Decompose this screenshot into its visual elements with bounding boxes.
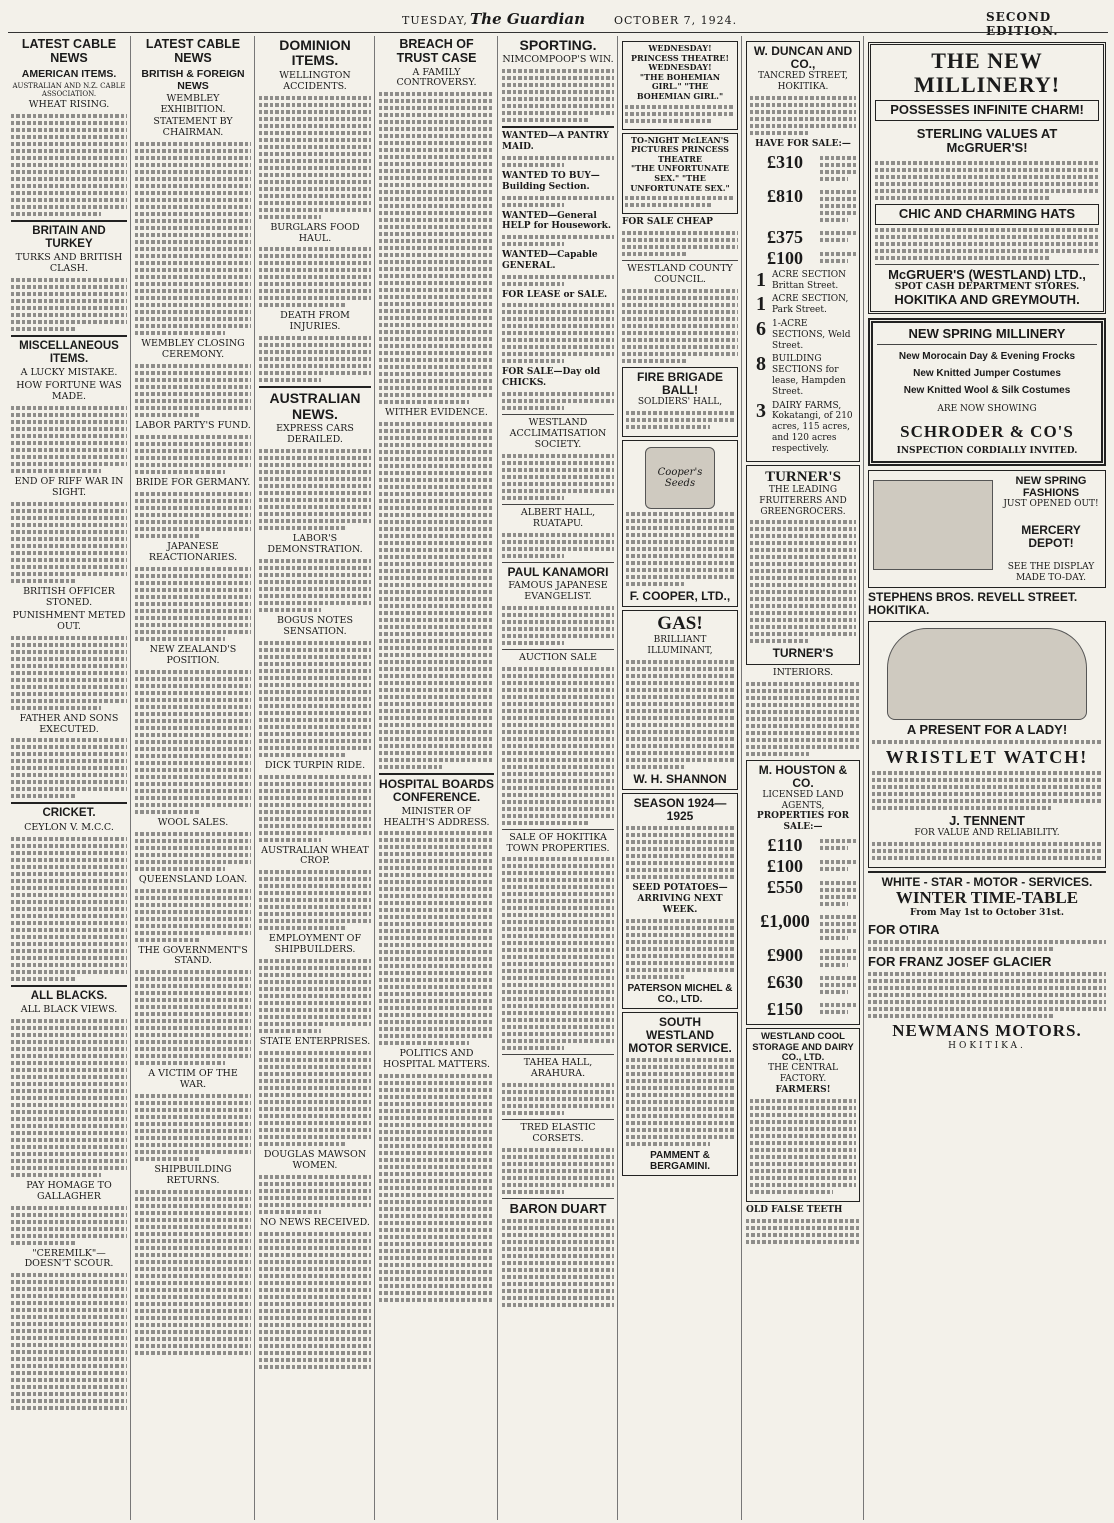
col2-story-head: WEMBLEY CLOSING CEREMONY.: [141, 338, 245, 361]
ad-title: TURNER'S: [772, 646, 834, 661]
masthead-rule: [8, 32, 1108, 33]
seed-packet-illustration: [645, 447, 715, 509]
col1-story-head: ALL BLACK VIEWS.: [20, 1003, 118, 1015]
price: £100: [767, 247, 803, 268]
classified-ad: FOR SALE—Day old CHICKS.: [502, 367, 601, 389]
ad-sub: SOLDIERS' HALL,: [637, 397, 723, 408]
count: 8: [756, 353, 766, 376]
col2-story-head: SHIPBUILDING RETURNS.: [154, 1164, 232, 1187]
col3-heading2: AUSTRALIAN NEWS.: [269, 390, 361, 422]
ad-sub: WRISTLET WATCH!: [885, 747, 1089, 768]
classified-ad: WESTLAND COUNTY COUNCIL.: [627, 262, 733, 285]
ad-mclean-pictures: [622, 133, 738, 215]
listing: 1-ACRE SECTIONS, Weld Street.: [772, 318, 851, 351]
column-rule: [617, 36, 618, 1520]
ad-sub: HOKITIKA AND GREYMOUTH.: [894, 291, 1080, 307]
col2-story-head: BRIDE FOR GERMANY.: [135, 477, 251, 489]
ad-newmans: NEWMANS MOTORS.: [892, 1021, 1082, 1041]
ad-line: New Knitted Wool & Silk Costumes: [903, 385, 1071, 397]
ad-line: New Knitted Jumper Costumes: [913, 368, 1061, 380]
col1-sub-allblacks: ALL BLACKS.: [30, 989, 108, 1002]
classified-ad: INTERIORS.: [772, 666, 834, 678]
ad-westland-cool-storage: [746, 1028, 860, 1202]
classified-ad: FOR SALE CHEAP: [622, 217, 713, 228]
column-1: [8, 38, 130, 1518]
col1-story-head: WHEAT RISING.: [28, 98, 110, 110]
col2-story-head: WOOL SALES.: [157, 816, 229, 828]
ad-m-houston: [746, 760, 860, 1026]
masthead-date: OCTOBER 7, 1924.: [614, 14, 738, 27]
col2-story-head: THE GOVERNMENT'S STAND.: [138, 944, 248, 967]
ad-title: PAMMENT & BERGAMINI.: [650, 1150, 710, 1173]
column-rule: [254, 36, 255, 1520]
col1-story-head: TURKS AND BRITISH CLASH.: [15, 252, 123, 274]
col3-story-head: EXPRESS CARS DERAILED.: [276, 423, 354, 446]
col1-sub-american: AMERICAN ITEMS.: [21, 67, 117, 80]
col2-heading: LATEST CABLE NEWS: [145, 38, 241, 65]
col2-story-head: JAPANESE REACTIONARIES.: [148, 541, 238, 563]
col1-story-head: HOW FORTUNE WAS MADE.: [16, 380, 122, 403]
ad-coopers-seeds: [622, 440, 738, 607]
seeds-label: Cooper's Seeds: [657, 466, 703, 489]
ad-fire-brigade-ball: [622, 367, 738, 437]
count: 1: [756, 268, 766, 291]
ad-sub: TANCRED STREET, HOKITIKA.: [758, 71, 848, 93]
ad-title: GAS!: [657, 613, 703, 635]
listing: ACRE SECTION Brittan Street.: [772, 269, 847, 291]
col3-story-head: BOGUS NOTES SENSATION.: [277, 614, 353, 637]
ad-line: New Morocain Day & Evening Frocks: [898, 351, 1076, 363]
ad-sub: JUST OPENED OUT!: [1003, 498, 1099, 509]
ad-gas: [622, 610, 738, 790]
listing: DAIRY FARMS, Kokatangi, of 210 acres, 115 acres, and 120 acres respectively.: [772, 400, 853, 454]
ad-title: McGRUER'S (WESTLAND) LTD.,: [888, 266, 1086, 282]
col1-sub-turkey: BRITAIN AND TURKEY: [32, 224, 106, 250]
ad-kanamori-title: PAUL KANAMORI: [507, 564, 609, 579]
ad-sub: FOR VALUE AND RELIABILITY.: [914, 828, 1060, 839]
ad-kanamori-sub: FAMOUS JAPANESE EVANGELIST.: [508, 579, 608, 602]
ad-title: TURNER'S: [765, 468, 841, 485]
ad-banner: TO-NIGHT McLEAN'S PICTURES PRINCESS THEATRE: [631, 134, 729, 164]
col4-heading2: HOSPITAL BOARDS CONFERENCE.: [379, 777, 494, 805]
masthead-edition: SECOND EDITION.: [986, 10, 1059, 38]
ad-baron-duart-title: BARON DUART: [509, 1201, 607, 1217]
col3-story-head: LABOR'S DEMONSTRATION.: [267, 532, 363, 555]
ad-foot: INSPECTION CORDIALLY INVITED.: [896, 445, 1078, 456]
col1-story-head: PUNISHMENT METED OUT.: [12, 609, 126, 632]
classified-ad: WANTED—Capable GENERAL.: [502, 250, 598, 271]
ad-banner-title: "THE UNFORTUNATE SEX." "THE UNFORTUNATE SEX.": [630, 163, 730, 193]
col2-story-head: A VICTIM OF THE WAR.: [148, 1068, 238, 1091]
col3-story-head: WELLINGTON ACCIDENTS.: [279, 69, 351, 92]
col4-story-head: POLITICS AND HOSPITAL MATTERS.: [383, 1048, 490, 1071]
ad-banner: [875, 100, 1099, 120]
column-rule: [863, 36, 864, 1520]
ad-shop: SCHRODER & CO'S: [900, 422, 1074, 442]
ad-sub: BRILLIANT ILLUMINANT,: [647, 635, 713, 656]
ad-turners: [746, 465, 860, 665]
classified-ad: TRED ELASTIC CORSETS.: [520, 1122, 596, 1145]
col5-heading: SPORTING.: [519, 38, 597, 53]
col1-story-head: "CEREMILK"—DOESN'T SCOUR.: [24, 1247, 114, 1270]
ad-route: FOR FRANZ JOSEF GLACIER: [868, 954, 1052, 970]
listing: ACRE SECTION, Park Street.: [772, 294, 849, 316]
col1-agency: AUSTRALIAN AND N.Z. CABLE ASSOCIATION.: [12, 81, 126, 98]
ad-sub: THE CENTRAL FACTORY.: [768, 1063, 838, 1085]
classified-ad: WESTLAND ACCLIMATISATION SOCIETY.: [509, 417, 607, 450]
ad-south-westland-motor: [622, 1012, 738, 1177]
ad-title: SEASON 1924—1925: [633, 795, 727, 823]
classified-ad: FOR LEASE or SALE.: [502, 289, 608, 300]
classified-ad: TAHEA HALL, ARAHURA.: [523, 1057, 593, 1080]
ad-shop: MERCERY DEPOT!: [1021, 522, 1081, 550]
masthead-day: TUESDAY,: [402, 14, 468, 27]
ad-princess-theatre: [622, 41, 738, 130]
col4-story-head: MINISTER OF HEALTH'S ADDRESS.: [383, 805, 490, 828]
ad-sub: PROPERTIES FOR SALE:—: [756, 811, 850, 833]
masthead-title: The Guardian: [470, 10, 585, 28]
ad-banner: WEDNESDAY! PRINCESS THEATRE! WEDNESDAY!: [631, 43, 729, 73]
col1-story-head: BRITISH OFFICER STONED.: [23, 585, 115, 608]
column-rule: [741, 36, 742, 1520]
shopfront-illustration: [873, 480, 993, 570]
column-2: [132, 38, 254, 1518]
ad-title: WESTLAND COOL STORAGE AND DAIRY CO., LTD.: [752, 1031, 854, 1063]
ad-sub: POSSESSES INFINITE CHARM!: [890, 102, 1084, 118]
ad-white-star-sub: WINTER TIME-TABLE: [895, 888, 1079, 908]
column-7: [743, 38, 863, 1518]
col3-story-head: NO NEWS RECEIVED.: [260, 1217, 370, 1228]
col2-story-head: QUEENSLAND LOAN.: [138, 873, 248, 885]
classified-ad: WANTED—A PANTRY MAID.: [502, 131, 609, 153]
lady-illustration: [887, 628, 1087, 720]
col3-story-head: EMPLOYMENT OF SHIPBUILDERS.: [268, 933, 362, 956]
ad-shop: J. TENNENT: [949, 813, 1025, 828]
price: £100: [767, 856, 803, 877]
classified-ad: WANTED—General HELP for Housework.: [502, 210, 612, 232]
classified-ad: WANTED TO BUY—Building Section.: [502, 170, 600, 192]
ad-wristlet-watch: [868, 621, 1106, 868]
ad-route: FOR OTIRA: [868, 921, 940, 937]
classified-ad: AUCTION SALE: [519, 651, 597, 663]
count: 3: [756, 399, 766, 422]
col1-sub-cricket: CRICKET.: [42, 807, 96, 820]
column-3: [256, 38, 374, 1518]
ad-banner-title: "THE BOHEMIAN GIRL." "THE BOHEMIAN GIRL.": [636, 71, 724, 101]
classified-ad: OLD FALSE TEETH: [746, 1204, 843, 1215]
col3-story-head: AUSTRALIAN WHEAT CROP.: [261, 844, 369, 867]
price: £900: [767, 945, 803, 966]
ad-stephens-bros: [868, 470, 1106, 588]
col2-story-head: NEW ZEALAND'S POSITION.: [149, 643, 237, 666]
ad-title: F. COOPER, LTD.,: [629, 588, 731, 603]
col1-para: [11, 114, 127, 216]
price: £810: [767, 185, 803, 206]
price: £630: [767, 972, 803, 993]
ad-w-duncan: [746, 41, 860, 462]
ad-banner: [875, 204, 1099, 224]
count: 6: [756, 317, 766, 340]
ad-title: A PRESENT FOR A LADY!: [906, 721, 1068, 737]
price: £375: [767, 226, 803, 247]
ad-sub: SEED POTATOES—ARRIVING NEXT WEEK.: [632, 883, 728, 915]
ad-sub: HAVE FOR SALE:—: [755, 138, 851, 149]
col2-story-head: LABOR PARTY'S FUND.: [135, 420, 251, 432]
column-6: [619, 38, 741, 1518]
ad-title: M. HOUSTON & CO.: [758, 762, 848, 790]
ad-sub: THE LEADING FRUITERERS AND GREENGROCERS.: [759, 485, 847, 517]
column-rule: [497, 36, 498, 1520]
price: £550: [767, 877, 803, 898]
col4-story-head: WITHER EVIDENCE.: [385, 407, 488, 419]
ad-title: W. DUNCAN AND CO.,: [753, 44, 853, 72]
col3-story-head: DICK TURPIN RIDE.: [264, 759, 366, 771]
price: £310: [767, 151, 803, 172]
ad-title: FIRE BRIGADE BALL!: [636, 369, 723, 397]
col2-sub: BRITISH & FOREIGN NEWS: [141, 67, 245, 92]
price: £150: [767, 999, 803, 1020]
ad-foot: SEE THE DISPLAY MADE TO-DAY.: [1007, 561, 1095, 583]
ad-sub: FARMERS!: [775, 1084, 831, 1095]
col3-story-head: BURGLARS FOOD HAUL.: [270, 221, 360, 244]
ad-title: THE NEW MILLINERY!: [913, 48, 1061, 98]
ad-sub: CHIC AND CHARMING HATS: [898, 206, 1076, 222]
col1-story-head: PAY HOMAGE TO GALLAGHER: [26, 1179, 112, 1202]
count: 1: [756, 293, 766, 316]
column-8: [865, 38, 1109, 1518]
ad-title: NEW SPRING MILLINERY: [908, 325, 1066, 341]
column-4: [376, 38, 497, 1518]
ad-newmans-town: HOKITIKA.: [948, 1041, 1026, 1052]
col3-story-head: DOUGLAS MAWSON WOMEN.: [263, 1149, 367, 1172]
ad-white-star-title: WHITE - STAR - MOTOR - SERVICES.: [881, 875, 1093, 890]
ad-schroder: [868, 318, 1106, 466]
masthead: [0, 0, 1114, 38]
col1-story-head: END OF RIFF WAR IN SIGHT.: [14, 476, 124, 498]
column-rule: [130, 36, 131, 1520]
col2-story-head: STATEMENT BY CHAIRMAN.: [153, 116, 233, 139]
col3-story-head: DEATH FROM INJURIES.: [280, 310, 350, 333]
col1-sub-misc: MISCELLANEOUS ITEMS.: [19, 339, 119, 366]
classified-ad: ALBERT HALL, RUATAPU.: [520, 506, 596, 529]
ad-title: NEW SPRING FASHIONS: [1015, 474, 1087, 499]
col2-story-head: WEMBLEY EXHIBITION.: [160, 92, 226, 115]
ad-sub: LICENSED LAND AGENTS,: [762, 789, 844, 811]
classified-ad: SALE OF HOKITIKA TOWN PROPERTIES.: [506, 831, 610, 854]
column-rule: [374, 36, 375, 1520]
price: £110: [767, 835, 803, 856]
ad-sub: STERLING VALUES AT McGRUER'S!: [916, 125, 1058, 155]
ad-title: W. H. SHANNON: [633, 771, 727, 786]
ad-sub: SPOT CASH DEPARTMENT STORES.: [894, 281, 1080, 292]
listing: BUILDING SECTIONS for lease, Hampden Street.: [772, 354, 846, 397]
price: £1,000: [760, 911, 810, 932]
ad-white-star-sub: From May 1st to October 31st.: [910, 907, 1064, 918]
col3-heading: DOMINION ITEMS.: [279, 38, 351, 69]
col1-story-head: FATHER AND SONS EXECUTED.: [19, 712, 119, 735]
ad-new-millinery: [868, 42, 1106, 314]
ad-title: SOUTH WESTLAND MOTOR SERVICE.: [628, 1014, 732, 1055]
ad-title: PATERSON MICHEL & CO., LTD.: [627, 982, 733, 1005]
ad-season: [622, 793, 738, 1009]
col1-story-head: A LUCKY MISTAKE.: [20, 367, 118, 379]
col1-heading: LATEST CABLE NEWS: [21, 38, 117, 65]
ad-stephens-bar: STEPHENS BROS. REVELL STREET. HOKITIKA.: [868, 589, 1078, 617]
col3-story-head: STATE ENTERPRISES.: [259, 1036, 371, 1048]
col1-story-head: CEYLON V. M.C.C.: [24, 821, 114, 833]
col4-heading: BREACH OF TRUST CASE: [396, 38, 477, 65]
col5-story-head: NIMCOMPOOP'S WIN.: [502, 54, 614, 66]
ad-line: ARE NOW SHOWING: [937, 404, 1037, 415]
col4-story-head: A FAMILY CONTROVERSY.: [396, 66, 477, 89]
column-5: [499, 38, 617, 1518]
